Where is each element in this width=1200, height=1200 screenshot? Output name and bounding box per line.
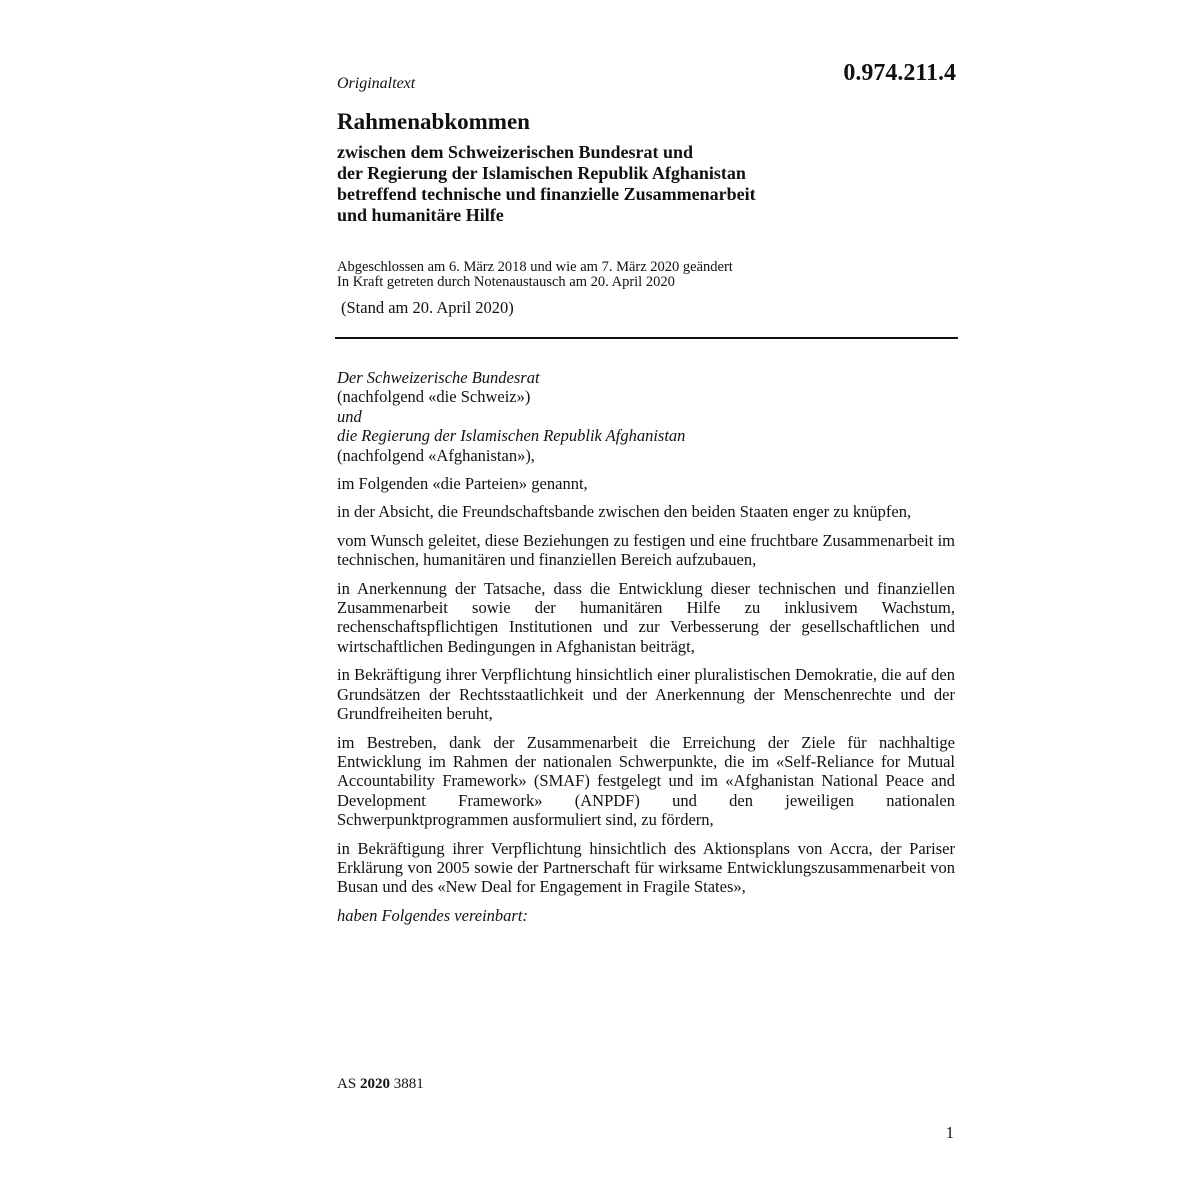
- party-afghanistan: die Regierung der Islamischen Republik Afghanistan: [337, 426, 686, 446]
- as-year: 2020: [359, 1076, 390, 1092]
- subtitle-line: der Regierung der Islamischen Republik Afghanistan: [337, 163, 746, 183]
- party-afghanistan-alias: (nachfolgend «Afghanistan»),: [337, 445, 535, 465]
- preamble-paragraph: vom Wunsch geleitet, diese Beziehungen zu festigen und eine fruchtbare Zusammenarbeit im technischen, humanitären und finanziellen Bereich aufzubauen,: [337, 530, 955, 570]
- party-switzerland-alias: (nachfolgend «die Schweiz»): [337, 387, 531, 407]
- preamble-paragraph: in der Absicht, die Freundschaftsbande zwischen den beiden Staaten enger zu knüpfen,: [337, 502, 912, 522]
- sr-number: 0.974.211.4: [843, 60, 956, 86]
- in-force-date: In Kraft getreten durch Notenaustausch am 20. April 2020: [337, 274, 675, 290]
- concluded-date: Abgeschlossen am 6. März 2018 und wie am 7. März 2020 geändert: [337, 259, 733, 275]
- original-text-label: Originaltext: [337, 75, 416, 92]
- subtitle-line: betreffend technische und finanzielle Zusammenarbeit: [337, 184, 756, 204]
- as-page: 3881: [393, 1076, 424, 1092]
- preamble-paragraph: im Folgenden «die Parteien» genannt,: [337, 474, 588, 494]
- closing-formula: haben Folgendes vereinbart:: [337, 905, 528, 925]
- preamble-paragraph: in Bekräftigung ihrer Verpflichtung hinsichtlich des Aktionsplans von Accra, der Pariser Erklärung von 2005 sowie der Partnerschaft für wirksame Entwicklungszusammenarbeit von Busan und des «New Deal for Engagement in Fragile States»,: [337, 838, 955, 897]
- preamble-paragraph: in Anerkennung der Tatsache, dass die Entwicklung dieser technischen und finanziellen Zusammenarbeit sowie der humanitären Hilfe zu inklusivem Wachstum, rechenschaftspflichtigen Institutionen und zur Verbesserung der gesellschaftlichen und wirtschaftlichen Bedingungen in Afghanistan beiträgt,: [337, 578, 955, 656]
- subtitle-line: zwischen dem Schweizerischen Bundesrat und: [337, 142, 694, 162]
- status-date: (Stand am 20. April 2020): [341, 298, 514, 317]
- parties-block: [337, 368, 955, 465]
- as-prefix: AS: [337, 1076, 357, 1092]
- subtitle-line: und humanitäre Hilfe: [337, 205, 504, 225]
- preamble-paragraph: im Bestreben, dank der Zusammenarbeit die Erreichung der Ziele für nachhaltige Entwicklung im Rahmen der nationalen Schwerpunkte, die im «Self-Reliance for Mutual Accountability Framework» (SMAF) festgelegt und im «Afghanistan National Peace and Development Framework» (ANPDF) und den jeweiligen nationalen Schwerpunktprogrammen ausformuliert sind, zu fördern,: [337, 732, 955, 830]
- official-collection-reference: [337, 1074, 424, 1094]
- document-title: Rahmenabkommen: [337, 109, 530, 134]
- document-subtitle: [337, 142, 957, 226]
- preamble: [337, 368, 955, 925]
- party-conjunction: und: [337, 406, 362, 426]
- page-number: 1: [945, 1123, 954, 1142]
- party-switzerland: Der Schweizerische Bundesrat: [337, 368, 540, 387]
- horizontal-rule: [335, 337, 958, 339]
- document-meta: [337, 260, 733, 290]
- preamble-paragraph: in Bekräftigung ihrer Verpflichtung hinsichtlich einer pluralistischen Demokratie, die auf den Grundsätzen der Rechtsstaatlichkeit und der Anerkennung der Menschenrechte und der Grundfreiheiten beruht,: [337, 665, 955, 724]
